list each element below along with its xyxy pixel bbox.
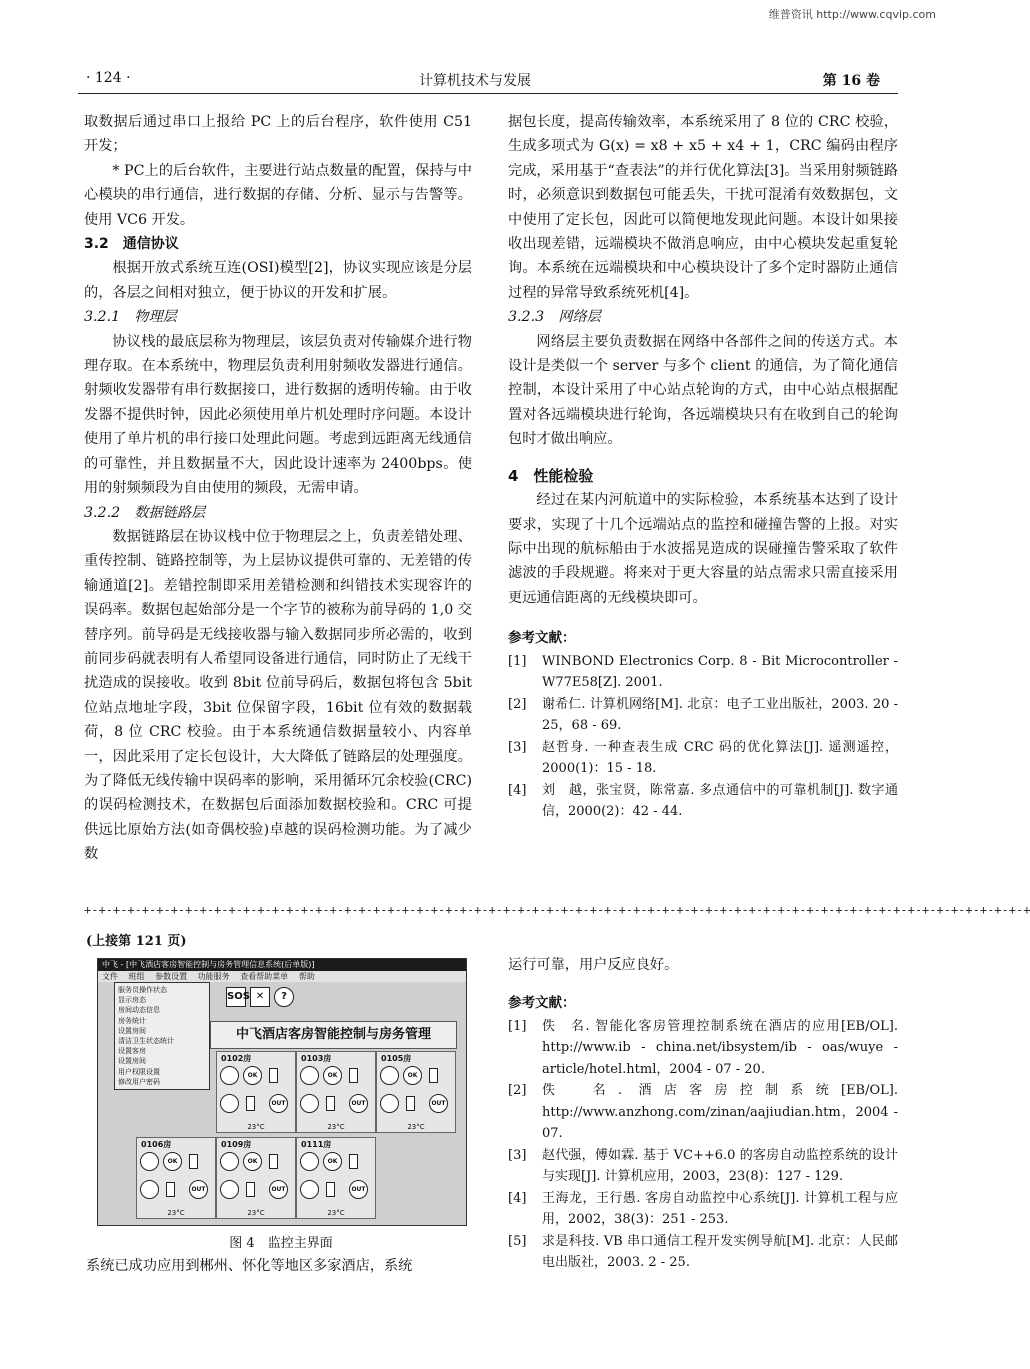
status-icon (380, 1066, 399, 1085)
out-icon: OUT (269, 1180, 288, 1199)
subsection-heading: 3.2.1 物理层 (84, 309, 177, 326)
fan-icon (380, 1094, 399, 1113)
dropdown-item: 清洁卫生状态统计 (118, 1037, 174, 1046)
tools-icon: ✕ (250, 987, 270, 1007)
dropdown-item: 修改用户密码 (118, 1077, 160, 1086)
out-icon: OUT (269, 1094, 288, 1113)
out-icon: OUT (189, 1180, 208, 1199)
reference: [4] 刘 越，张宝贤，陈常嘉. 多点通信中的可靠机制[J]. 数字通信，2000(2)：42 - 44. (508, 782, 898, 820)
right-column (508, 110, 898, 823)
ok-icon: OK (323, 1066, 342, 1085)
menu-item: 查看帮助菜单 (240, 972, 289, 981)
header-rule (78, 93, 898, 94)
fan-icon (220, 1180, 239, 1199)
out-icon: OUT (429, 1094, 448, 1113)
room-panel: 0109房 OK OUT 23°C (216, 1137, 296, 1219)
menu-item: 功能服务 (197, 972, 230, 981)
window-title-bar: 中飞 - [中飞酒店客房智能控制与房务管理信息系统(后单版)] (98, 959, 466, 971)
status-icon (140, 1152, 159, 1171)
menu-item: 参数设置 (155, 972, 188, 981)
ok-icon: OK (243, 1066, 262, 1085)
status-icon (220, 1066, 239, 1085)
menu-item: 班组 (128, 972, 145, 981)
paragraph: 运行可靠，用户反应良好。 (508, 957, 679, 973)
reference: [2] 谢希仁. 计算机网络[M]. 北京：电子工业出版社，2003. 20 - 25，68 - 69. (508, 696, 898, 734)
menu-item: 文件 (102, 972, 118, 981)
out-icon: OUT (349, 1180, 368, 1199)
paragraph: 取数据后通过串口上报给 PC 上的后台程序，软件使用 C51 开发； (84, 114, 472, 155)
paragraph: * PC上的后台软件，主要进行站点数量的配置，保持与中心模块的串行通信，进行数据的存储、分析、显示与告警等。使用 VC6 开发。 (84, 162, 472, 228)
bar-icon (326, 1182, 335, 1197)
divider: +-+-+-+-+-+-+-+-+-+-+-+-+-+-+-+-+-+-+-+-+-+-+-+-+-+-+-+-+-+-+-+-+-+-+-+-+-+-+-+-+-+-+-+-+-+-+-+-+-+-+-+-+-+-+-+-+-+-+-+-+-+-+-+-+-+ (84, 903, 1030, 917)
references-title: 参考文献： (508, 630, 576, 647)
card-icon (349, 1068, 358, 1083)
reference: [3] 赵哲身. 一种查表生成 CRC 码的优化算法[J]. 遥测遥控，2000(1)：15 - 18. (508, 739, 898, 777)
figure-caption: 图 4 监控主界面 (229, 1236, 333, 1251)
journal-title: 计算机技术与发展 (419, 73, 531, 89)
sos-icon: SOS (226, 987, 246, 1007)
fan-icon (300, 1180, 319, 1199)
paragraph: 据包长度，提高传输效率，本系统采用了 8 位的 CRC 校验，生成多项式为 G(x) = x8 + x5 + x4 + 1，CRC 编码由程序完成，采用基于“查表法”的并行优化算法[3]。当采用射频链路时，必须意识到数据包可能丢失，干扰可混淆有效数据包，文中使用了定长包，因此可以简便地发现此问题。本设计如果接收出现差错，远端模块不做消息响应，由中心模块发起重复轮询。本系统在远端模块和中心模块设计了多个定时器防止通信过程的异常导致系统死机[4]。 (508, 114, 898, 301)
dropdown-item: 房务统计 (118, 1016, 146, 1025)
fan-icon (140, 1180, 159, 1199)
references-title: 参考文献： (508, 995, 576, 1012)
reference: [1] WINBOND Electronics Corp. 8 - Bit Microcontroller - W77E58[Z]. 2001. (508, 653, 898, 691)
menu-item: 帮助 (298, 972, 315, 981)
subsection-heading: 3.2.2 数据链路层 (84, 504, 206, 521)
section-heading: 3.2 通信协议 (84, 236, 179, 253)
card-icon (269, 1068, 278, 1083)
paragraph: 系统已成功应用到郴州、怀化等地区多家酒店，系统 (86, 1258, 413, 1274)
fan-icon (220, 1094, 239, 1113)
reference: [5] 求是科技. VB 串口通信工程开发实例导航[M]. 北京：人民邮电出版社，2003. 2 - 25. (508, 1233, 898, 1271)
card-icon (429, 1068, 438, 1083)
figure-banner: 中飞酒店客房智能控制与房务管理 (210, 1021, 457, 1049)
section-heading: 4 性能检验 (508, 466, 594, 485)
paragraph: 经过在某内河航道中的实际检验，本系统基本达到了设计要求，实现了十几个远端站点的监控和碰撞告警的上报。对实际中出现的航标船由于水波摇晃造成的误碰撞告警采取了软件滤波的手段规避。将来对于更大容量的站点需求只需直接采用更远通信距离的无线模块即可。 (508, 492, 898, 606)
room-panel: 0111房 OK OUT 23°C (296, 1137, 376, 1219)
left-column (84, 110, 472, 867)
status-icon (300, 1066, 319, 1085)
paragraph: 网络层主要负责数据在网络中各部件之间的传送方式。本设计是类似一个 server 与多个 client 的通信，为了简化通信控制，本设计采用了中心站点轮询的方式，由中心站点根据配置对各远端模块进行轮询，各远端模块只有在收到自己的轮询包时才做出响应。 (508, 333, 898, 448)
room-panel: 0102房 OK OUT 23°C (216, 1051, 296, 1133)
figure-screenshot (97, 958, 467, 1226)
bar-icon (246, 1096, 255, 1111)
ok-icon: OK (323, 1152, 342, 1171)
bar-icon (166, 1182, 175, 1197)
dropdown-item: 设置房间 (118, 1057, 146, 1066)
dropdown-item: 房间动态信息 (118, 1006, 160, 1015)
volume: 第 16 卷 (822, 73, 880, 89)
room-panel: 0105房 OK OUT 23°C (376, 1051, 456, 1133)
page-number: · 124 · (86, 70, 131, 86)
dropdown-item: 服务员操作状态 (118, 986, 167, 994)
bottom-right-column (508, 953, 898, 1274)
room-panel: 0103房 OK OUT 23°C (296, 1051, 376, 1133)
room-panel: 0106房 OK OUT 23°C (136, 1137, 216, 1219)
out-icon: OUT (349, 1094, 368, 1113)
menu-bar (98, 971, 466, 982)
ok-icon: OK (243, 1152, 262, 1171)
dropdown-item: 设置房间 (118, 1026, 146, 1035)
ok-icon: OK (163, 1152, 182, 1171)
dropdown-item: 设置客房 (118, 1047, 146, 1056)
paragraph: 根据开放式系统互连(OSI)模型[2]，协议实现应该是分层的，各层之间相对独立，便于协议的开发和扩展。 (84, 260, 472, 301)
status-icon (220, 1152, 239, 1171)
bar-icon (406, 1096, 415, 1111)
help-icon: ? (274, 987, 294, 1007)
card-icon (189, 1154, 198, 1169)
watermark: 维普资讯 http://www.cqvip.com (768, 8, 936, 21)
ok-icon: OK (403, 1066, 422, 1085)
reference: [1] 佚 名. 智能化客房管理控制系统在酒店的应用[EB/OL]. http://www.ib - china.net/ibsystem/ib - oas/wuye - article/hotel.html，2004 - 07 - 20. (508, 1018, 898, 1077)
reference: [3] 赵代强，傅如霖. 基于 VC++6.0 的客房自动监控系统的设计与实现[J]. 计算机应用，2003，23(8)：127 - 129. (508, 1147, 898, 1185)
status-icon (300, 1152, 319, 1171)
continued-note: (上接第 121 页) (86, 934, 187, 949)
dropdown-item: 显示房态 (118, 996, 146, 1005)
reference: [2] 佚 名. 酒店客房控制系统[EB/OL]. http://www.anzhong.com/zinan/aajiudian.htm，2004 - 07. (508, 1083, 898, 1142)
paragraph: 协议栈的最底层称为物理层，该层负责对传输媒介进行物理存取。在本系统中，物理层负责利用射频收发器进行通信。射频收发器带有串行数据接口，进行数据的透明传输。由于收发器不提供时钟，因此必须使用单片机处理时序问题。本设计使用了单片机的串行接口处理此问题。考虑到远距离无线通信的可靠性，并且数据量不大，因此设计速率为 2400bps。使用的射频频段为自由使用的频段，无需申请。 (84, 333, 472, 497)
bar-icon (246, 1182, 255, 1197)
card-icon (269, 1154, 278, 1169)
card-icon (349, 1154, 358, 1169)
subsection-heading: 3.2.3 网络层 (508, 309, 601, 326)
reference: [4] 王海龙，王行愚. 客房自动监控中心系统[J]. 计算机工程与应用，2002，38(3)：251 - 253. (508, 1190, 898, 1228)
bar-icon (326, 1096, 335, 1111)
dropdown-item: 用户权限设置 (118, 1067, 160, 1076)
fan-icon (300, 1094, 319, 1113)
dropdown-menu (114, 982, 210, 1090)
paragraph: 数据链路层在协议栈中位于物理层之上，负责差错处理、重传控制、链路控制等，为上层协议提供可靠的、无差错的传输通道[2]。差错控制即采用差错检测和纠错技术实现容许的误码率。数据包起始部分是一个字节的被称为前导码的 1,0 交替序列。前导码是无线接收器与输入数据同步所必需的，收到前同步码就表明有人希望同设备进行通信，同时防止了无线干扰造成的误接收。收到 8bit 位前导码后，数据包将包含 5bit 位站点地址字段，3bit 位保留字段，16bit 位有效的数据载荷，8 位 CRC 校验。由于本系统通信数据量较小、内容单一，因此采用了定长包设计，大大降低了链路层的处理强度。为了降低无线传输中误码率的影响，采用循环冗余校验(CRC)的误码检测技术，在数据包后面添加数据校验和。CRC 可提供远比原始方法(如奇偶校验)卓越的误码检测功能。为了减少数 (84, 528, 472, 863)
